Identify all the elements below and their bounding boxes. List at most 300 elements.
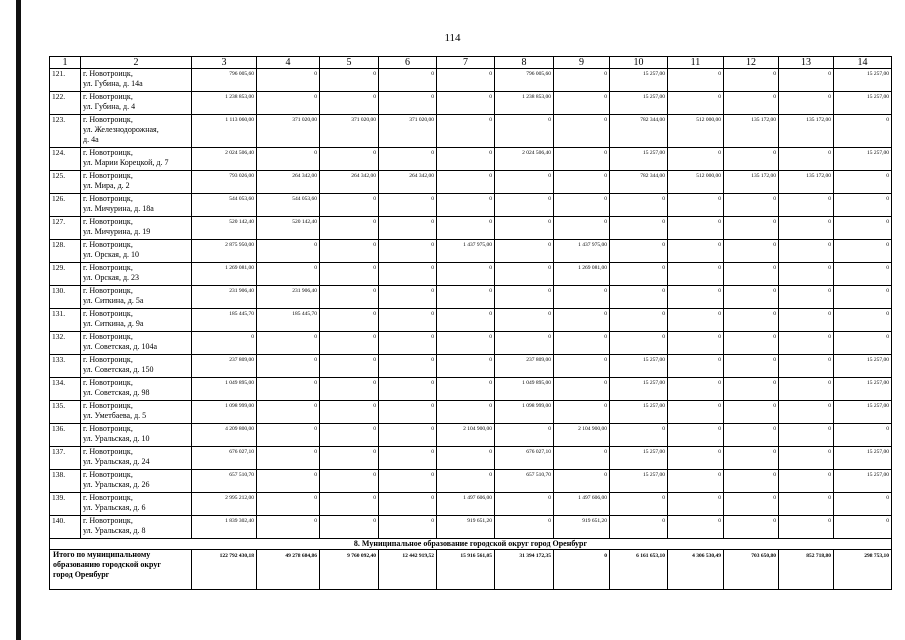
address-line: ул. Орская, д. 23 [83, 273, 140, 282]
value-cell: 0 [610, 332, 668, 355]
value-cell: 0 [495, 424, 554, 447]
value-cell: 15 257,00 [834, 355, 892, 378]
row-number: 134. [50, 378, 81, 401]
value-cell: 0 [724, 194, 779, 217]
col-header: 3 [192, 57, 257, 69]
row-number: 132. [50, 332, 81, 355]
value-cell: 0 [668, 424, 724, 447]
value-cell: 185 445,70 [257, 309, 320, 332]
address-cell [81, 286, 192, 309]
value-cell: 0 [668, 447, 724, 470]
value-cell: 0 [724, 401, 779, 424]
address-cell [81, 92, 192, 115]
total-value: 852 718,80 [779, 550, 834, 590]
table-row [50, 470, 892, 493]
value-cell: 0 [379, 92, 437, 115]
value-cell: 0 [779, 69, 834, 92]
value-cell: 15 257,00 [610, 92, 668, 115]
value-cell: 0 [379, 263, 437, 286]
value-cell: 0 [379, 493, 437, 516]
value-cell: 0 [379, 194, 437, 217]
value-cell: 0 [554, 286, 610, 309]
value-cell: 512 000,00 [668, 171, 724, 194]
col-header: 4 [257, 57, 320, 69]
value-cell: 0 [495, 309, 554, 332]
value-cell: 0 [495, 493, 554, 516]
address-line: ул. Советская, д. 104а [83, 342, 158, 351]
row-number: 123. [50, 115, 81, 148]
address-line: г. Новотроицк, [83, 217, 133, 226]
value-cell: 0 [668, 194, 724, 217]
value-cell: 0 [779, 332, 834, 355]
value-cell: 0 [834, 115, 892, 148]
value-cell: 15 257,00 [610, 378, 668, 401]
value-cell: 0 [779, 378, 834, 401]
total-label-line: образованию городской округ [53, 560, 162, 569]
total-value: 6 161 653,10 [610, 550, 668, 590]
value-cell: 0 [779, 401, 834, 424]
row-number: 121. [50, 69, 81, 92]
value-cell: 676 027,10 [495, 447, 554, 470]
value-cell: 0 [554, 194, 610, 217]
table-row [50, 355, 892, 378]
table-row [50, 115, 892, 148]
value-cell: 520 142,40 [257, 217, 320, 240]
value-cell: 0 [437, 286, 495, 309]
value-cell: 4 209 800,00 [192, 424, 257, 447]
value-cell: 231 906,40 [192, 286, 257, 309]
value-cell: 0 [554, 378, 610, 401]
value-cell: 0 [554, 401, 610, 424]
value-cell: 0 [779, 309, 834, 332]
value-cell: 0 [437, 470, 495, 493]
value-cell: 15 257,00 [610, 69, 668, 92]
value-cell: 0 [320, 263, 379, 286]
value-cell: 0 [668, 401, 724, 424]
row-number: 138. [50, 470, 81, 493]
value-cell: 0 [379, 240, 437, 263]
col-header: 11 [668, 57, 724, 69]
value-cell: 15 257,00 [834, 401, 892, 424]
value-cell: 0 [779, 194, 834, 217]
value-cell: 0 [379, 447, 437, 470]
value-cell: 0 [668, 355, 724, 378]
table-row [50, 309, 892, 332]
value-cell: 0 [668, 378, 724, 401]
address-line: г. Новотроицк, [83, 309, 133, 318]
table-row [50, 217, 892, 240]
table-row [50, 493, 892, 516]
value-cell: 0 [779, 240, 834, 263]
value-cell: 0 [554, 217, 610, 240]
value-cell: 0 [554, 148, 610, 171]
value-cell: 0 [320, 69, 379, 92]
address-line: г. Новотроицк, [83, 401, 133, 410]
value-cell: 0 [320, 378, 379, 401]
value-cell: 0 [257, 263, 320, 286]
address-line: ул. Уральская, д. 8 [83, 526, 146, 535]
value-cell: 0 [668, 263, 724, 286]
col-header: 2 [81, 57, 192, 69]
total-value: 9 760 092,40 [320, 550, 379, 590]
value-cell: 1 497 606,00 [554, 493, 610, 516]
value-cell: 0 [724, 493, 779, 516]
value-cell: 135 172,00 [724, 171, 779, 194]
value-cell: 0 [724, 447, 779, 470]
address-line: г. Новотроицк, [83, 493, 133, 502]
address-line: г. Новотроицк, [83, 240, 133, 249]
value-cell: 0 [554, 171, 610, 194]
value-cell: 782 344,00 [610, 171, 668, 194]
value-cell: 0 [379, 424, 437, 447]
value-cell: 0 [724, 148, 779, 171]
value-cell: 0 [320, 240, 379, 263]
row-number: 125. [50, 171, 81, 194]
row-number: 140. [50, 516, 81, 539]
value-cell: 0 [668, 240, 724, 263]
value-cell: 1 238 853,00 [495, 92, 554, 115]
col-header: 7 [437, 57, 495, 69]
header-row [50, 57, 892, 69]
value-cell: 0 [554, 92, 610, 115]
value-cell: 0 [437, 401, 495, 424]
value-cell: 0 [834, 424, 892, 447]
table-row [50, 92, 892, 115]
address-cell [81, 240, 192, 263]
row-number: 131. [50, 309, 81, 332]
table-body [50, 69, 892, 590]
value-cell: 0 [834, 309, 892, 332]
value-cell: 0 [320, 148, 379, 171]
total-value: 0 [554, 550, 610, 590]
address-line: г. Новотроицк, [83, 263, 133, 272]
value-cell: 0 [779, 447, 834, 470]
total-value: 31 394 172,35 [495, 550, 554, 590]
value-cell: 0 [437, 332, 495, 355]
value-cell: 919 651,20 [437, 516, 495, 539]
value-cell: 544 053,60 [257, 194, 320, 217]
value-cell: 0 [437, 217, 495, 240]
value-cell: 676 027,10 [192, 447, 257, 470]
value-cell: 0 [320, 92, 379, 115]
value-cell: 0 [320, 286, 379, 309]
value-cell: 0 [257, 401, 320, 424]
value-cell: 0 [724, 263, 779, 286]
address-line: г. Новотроицк, [83, 447, 133, 456]
table-row [50, 516, 892, 539]
value-cell: 793 026,00 [192, 171, 257, 194]
address-cell [81, 115, 192, 148]
value-cell: 0 [495, 516, 554, 539]
address-line: г. Новотроицк, [83, 355, 133, 364]
scan-edge-bar [16, 0, 21, 640]
row-number: 130. [50, 286, 81, 309]
value-cell: 0 [257, 240, 320, 263]
value-cell: 15 257,00 [834, 69, 892, 92]
value-cell: 185 445,70 [192, 309, 257, 332]
value-cell: 1 098 999,00 [495, 401, 554, 424]
value-cell: 0 [437, 194, 495, 217]
address-line: ул. Уметбаева, д. 5 [83, 411, 147, 420]
value-cell: 0 [779, 493, 834, 516]
value-cell: 2 104 900,00 [437, 424, 495, 447]
value-cell: 0 [320, 194, 379, 217]
value-cell: 0 [724, 378, 779, 401]
value-cell: 0 [320, 355, 379, 378]
address-cell [81, 217, 192, 240]
row-number: 127. [50, 217, 81, 240]
value-cell: 0 [495, 115, 554, 148]
address-cell [81, 263, 192, 286]
row-number: 136. [50, 424, 81, 447]
value-cell: 0 [379, 309, 437, 332]
value-cell: 0 [379, 378, 437, 401]
col-header: 6 [379, 57, 437, 69]
value-cell: 0 [495, 286, 554, 309]
value-cell: 0 [379, 355, 437, 378]
section-row [50, 539, 892, 550]
table-row [50, 194, 892, 217]
value-cell: 0 [320, 447, 379, 470]
address-line: г. Новотроицк, [83, 332, 133, 341]
address-cell [81, 516, 192, 539]
value-cell: 0 [610, 516, 668, 539]
value-cell: 0 [724, 516, 779, 539]
section-title: 8. Муниципальное образование городской округ город Оренбург [50, 539, 892, 550]
value-cell: 0 [610, 263, 668, 286]
address-line: ул. Ситкина, д. 5а [83, 296, 144, 305]
row-number: 135. [50, 401, 81, 424]
address-line: ул. Мира, д. 2 [83, 181, 130, 190]
value-cell: 0 [779, 516, 834, 539]
value-cell: 0 [724, 286, 779, 309]
value-cell: 0 [668, 148, 724, 171]
value-cell: 2 995 212,00 [192, 493, 257, 516]
total-label [50, 550, 192, 590]
table-row [50, 378, 892, 401]
total-label-line: Итого по муниципальному [53, 550, 151, 559]
value-cell: 657 510,70 [495, 470, 554, 493]
value-cell: 0 [320, 470, 379, 493]
value-cell: 0 [257, 332, 320, 355]
value-cell: 0 [554, 355, 610, 378]
address-cell [81, 401, 192, 424]
value-cell: 0 [379, 516, 437, 539]
value-cell: 264 342,00 [257, 171, 320, 194]
address-cell [81, 378, 192, 401]
value-cell: 0 [554, 447, 610, 470]
value-cell: 0 [724, 217, 779, 240]
table-row [50, 148, 892, 171]
value-cell: 544 053,60 [192, 194, 257, 217]
value-cell: 0 [437, 263, 495, 286]
value-cell: 237 809,00 [495, 355, 554, 378]
row-number: 122. [50, 92, 81, 115]
value-cell: 0 [834, 263, 892, 286]
value-cell: 0 [257, 69, 320, 92]
address-cell [81, 447, 192, 470]
value-cell: 0 [668, 332, 724, 355]
value-cell: 2 024 506,40 [495, 148, 554, 171]
value-cell: 0 [495, 217, 554, 240]
address-line: г. Новотроицк, [83, 148, 133, 157]
value-cell: 0 [257, 424, 320, 447]
value-cell: 2 104 900,00 [554, 424, 610, 447]
address-line: ул. Марии Корецкой, д. 7 [83, 158, 169, 167]
value-cell: 0 [610, 286, 668, 309]
value-cell: 0 [779, 148, 834, 171]
value-cell: 512 000,00 [668, 115, 724, 148]
address-line: г. Новотроицк, [83, 424, 133, 433]
total-value: 298 753,10 [834, 550, 892, 590]
address-line: г. Новотроицк, [83, 516, 133, 525]
value-cell: 231 906,40 [257, 286, 320, 309]
col-header: 14 [834, 57, 892, 69]
value-cell: 657 510,70 [192, 470, 257, 493]
address-cell [81, 148, 192, 171]
value-cell: 0 [724, 240, 779, 263]
value-cell: 0 [257, 355, 320, 378]
page-number: 114 [444, 32, 461, 44]
value-cell: 1 269 081,00 [554, 263, 610, 286]
value-cell: 0 [668, 92, 724, 115]
col-header: 8 [495, 57, 554, 69]
value-cell: 1 113 060,00 [192, 115, 257, 148]
value-cell: 0 [554, 332, 610, 355]
address-line: д. 4а [83, 135, 99, 144]
value-cell: 0 [610, 309, 668, 332]
value-cell: 0 [610, 240, 668, 263]
value-cell: 371 020,00 [257, 115, 320, 148]
total-value: 4 306 530,49 [668, 550, 724, 590]
row-number: 139. [50, 493, 81, 516]
value-cell: 1 839 302,40 [192, 516, 257, 539]
value-cell: 0 [437, 148, 495, 171]
value-cell: 0 [724, 69, 779, 92]
value-cell: 237 809,00 [192, 355, 257, 378]
value-cell: 15 257,00 [610, 470, 668, 493]
value-cell: 520 142,40 [192, 217, 257, 240]
address-cell [81, 194, 192, 217]
value-cell: 0 [437, 355, 495, 378]
address-cell [81, 332, 192, 355]
address-line: ул. Мичурина, д. 19 [83, 227, 151, 236]
value-cell: 0 [724, 424, 779, 447]
value-cell: 264 342,00 [320, 171, 379, 194]
value-cell: 0 [834, 493, 892, 516]
address-line: ул. Губина, д. 14а [83, 79, 143, 88]
value-cell: 0 [257, 516, 320, 539]
value-cell: 0 [554, 309, 610, 332]
table-row [50, 286, 892, 309]
value-cell: 15 257,00 [610, 148, 668, 171]
value-cell: 0 [668, 69, 724, 92]
value-cell: 0 [320, 309, 379, 332]
value-cell: 796 005,60 [192, 69, 257, 92]
address-line: г. Новотроицк, [83, 470, 133, 479]
total-value: 12 442 919,52 [379, 550, 437, 590]
address-line: г. Новотроицк, [83, 194, 133, 203]
row-number: 128. [50, 240, 81, 263]
col-header: 10 [610, 57, 668, 69]
value-cell: 0 [320, 217, 379, 240]
address-cell [81, 309, 192, 332]
address-line: ул. Советская, д. 150 [83, 365, 154, 374]
value-cell: 0 [495, 194, 554, 217]
value-cell: 0 [610, 493, 668, 516]
address-line: ул. Уральская, д. 6 [83, 503, 146, 512]
address-line: г. Новотроицк, [83, 69, 133, 78]
value-cell: 371 020,00 [320, 115, 379, 148]
value-cell: 0 [379, 286, 437, 309]
address-line: ул. Советская, д. 98 [83, 388, 150, 397]
value-cell: 0 [724, 355, 779, 378]
address-line: г. Новотроицк, [83, 171, 133, 180]
value-cell: 264 342,00 [379, 171, 437, 194]
value-cell: 0 [554, 69, 610, 92]
total-value: 703 650,80 [724, 550, 779, 590]
value-cell: 0 [779, 355, 834, 378]
value-cell: 2 024 506,40 [192, 148, 257, 171]
value-cell: 0 [379, 217, 437, 240]
total-value: 15 916 561,05 [437, 550, 495, 590]
address-line: г. Новотроицк, [83, 378, 133, 387]
value-cell: 0 [668, 286, 724, 309]
value-cell: 15 257,00 [834, 148, 892, 171]
value-cell: 0 [379, 148, 437, 171]
value-cell: 0 [437, 447, 495, 470]
address-line: г. Новотроицк, [83, 286, 133, 295]
value-cell: 15 257,00 [610, 401, 668, 424]
col-header: 9 [554, 57, 610, 69]
value-cell: 135 172,00 [779, 171, 834, 194]
value-cell: 0 [834, 194, 892, 217]
value-cell: 0 [779, 92, 834, 115]
value-cell: 0 [257, 92, 320, 115]
value-cell: 1 437 975,00 [437, 240, 495, 263]
value-cell: 0 [495, 332, 554, 355]
value-cell: 919 651,20 [554, 516, 610, 539]
budget-table [49, 56, 892, 590]
value-cell: 0 [379, 332, 437, 355]
value-cell: 0 [257, 470, 320, 493]
value-cell: 0 [379, 470, 437, 493]
value-cell: 0 [379, 69, 437, 92]
value-cell: 0 [320, 424, 379, 447]
value-cell: 0 [668, 470, 724, 493]
value-cell: 0 [668, 516, 724, 539]
value-cell: 1 497 606,00 [437, 493, 495, 516]
table-row [50, 401, 892, 424]
value-cell: 1 098 999,00 [192, 401, 257, 424]
address-line: ул. Ситкина, д. 9а [83, 319, 144, 328]
table-row [50, 69, 892, 92]
value-cell: 0 [257, 447, 320, 470]
value-cell: 782 344,00 [610, 115, 668, 148]
table-row [50, 447, 892, 470]
value-cell: 0 [610, 217, 668, 240]
value-cell: 1 238 853,00 [192, 92, 257, 115]
col-header: 5 [320, 57, 379, 69]
address-cell [81, 470, 192, 493]
row-number: 124. [50, 148, 81, 171]
value-cell: 1 437 975,00 [554, 240, 610, 263]
value-cell: 0 [779, 286, 834, 309]
value-cell: 15 257,00 [610, 355, 668, 378]
value-cell: 0 [779, 217, 834, 240]
value-cell: 15 257,00 [834, 447, 892, 470]
table-row [50, 332, 892, 355]
